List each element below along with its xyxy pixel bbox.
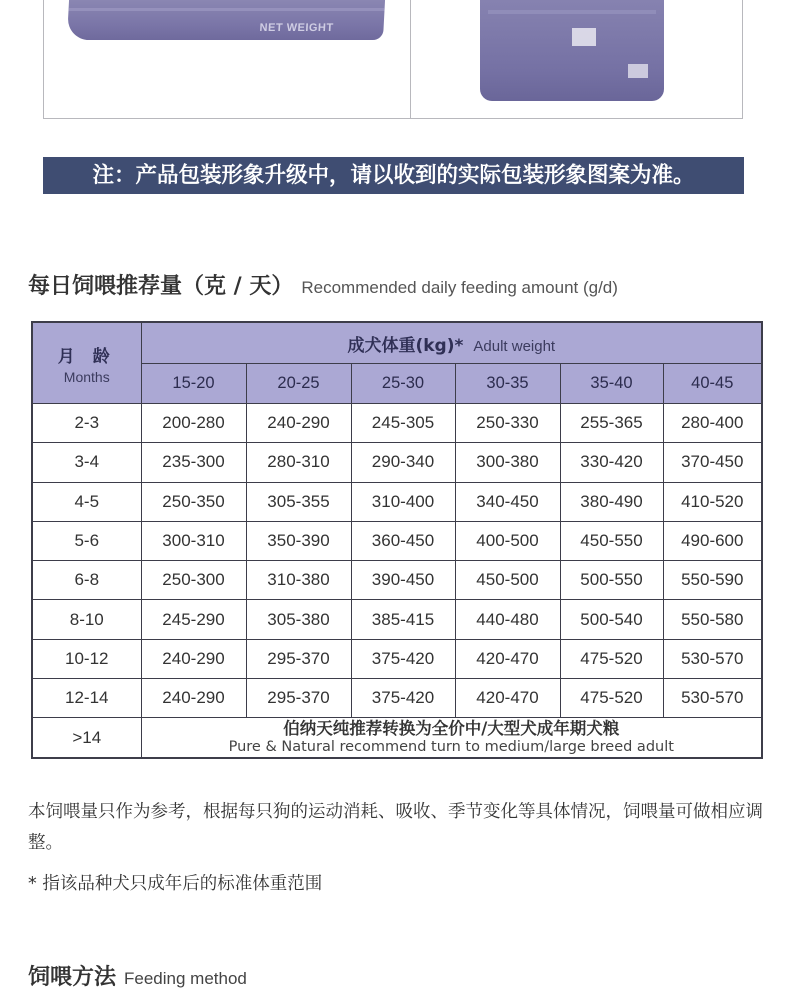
table-row — [32, 404, 762, 443]
table-row — [32, 443, 762, 482]
adult-note-zh: 伯纳天纯推荐转换为全价中/大型犬成年期犬粮 — [283, 718, 620, 738]
age-cell: 5-6 — [32, 521, 141, 560]
amount-cell: 500-540 — [560, 600, 663, 639]
product-bag-front-image — [67, 0, 385, 40]
age-cell: 6-8 — [32, 561, 141, 600]
amount-cell: 375-420 — [351, 639, 455, 678]
feeding-table — [31, 321, 763, 759]
weight-range-header: 30-35 — [455, 364, 560, 404]
image-divider — [410, 0, 411, 119]
amount-cell: 530-570 — [663, 639, 762, 678]
amount-cell: 550-590 — [663, 561, 762, 600]
amount-cell: 200-280 — [141, 404, 246, 443]
amount-cell: 295-370 — [246, 639, 351, 678]
weight-range-header: 25-30 — [351, 364, 455, 404]
adult-note-en: Pure & Natural recommend turn to medium/large breed adult — [228, 738, 674, 755]
amount-cell: 300-380 — [455, 443, 560, 482]
amount-cell: 330-420 — [560, 443, 663, 482]
bag-label — [572, 28, 596, 46]
weight-range-header: 40-45 — [663, 364, 762, 404]
amount-cell: 450-550 — [560, 521, 663, 560]
amount-cell: 475-520 — [560, 679, 663, 718]
amount-cell: 400-500 — [455, 521, 560, 560]
amount-cell: 340-450 — [455, 482, 560, 521]
amount-cell: 255-365 — [560, 404, 663, 443]
months-header-en: Months — [63, 368, 110, 385]
amount-cell: 300-310 — [141, 521, 246, 560]
weight-header-zh: 成犬体重(kg)* — [347, 335, 464, 356]
table-row — [32, 482, 762, 521]
table-row — [32, 561, 762, 600]
bag-barcode — [628, 64, 648, 78]
amount-cell: 305-380 — [246, 600, 351, 639]
amount-cell: 490-600 — [663, 521, 762, 560]
table-row — [32, 679, 762, 718]
bag-weight-text: NET WEIGHT — [259, 22, 334, 34]
amount-cell: 420-470 — [455, 679, 560, 718]
adult-weight-header — [141, 322, 762, 364]
amount-cell: 385-415 — [351, 600, 455, 639]
amount-cell: 290-340 — [351, 443, 455, 482]
age-cell: 8-10 — [32, 600, 141, 639]
amount-cell: 440-480 — [455, 600, 560, 639]
reference-note: 本饲喂量只作为参考，根据每只狗的运动消耗、吸收、季节变化等具体情况，饲喂量可做相应调整。 — [28, 802, 763, 853]
amount-cell: 410-520 — [663, 482, 762, 521]
table-row — [32, 639, 762, 678]
amount-cell: 240-290 — [141, 679, 246, 718]
amount-cell: 245-305 — [351, 404, 455, 443]
amount-cell: 550-580 — [663, 600, 762, 639]
amount-cell: 530-570 — [663, 679, 762, 718]
adult-transition-note — [141, 718, 762, 758]
feeding-method-zh: 饲喂方法 — [28, 965, 117, 990]
title-en: Recommended daily feeding amount (g/d) — [301, 278, 618, 297]
amount-cell: 305-355 — [246, 482, 351, 521]
table-row — [32, 600, 762, 639]
months-header — [32, 322, 141, 404]
packaging-note-banner: 注：产品包装形象升级中，请以收到的实际包装形象图案为准。 — [43, 157, 744, 194]
feeding-method-title — [28, 960, 247, 991]
amount-cell: 235-300 — [141, 443, 246, 482]
amount-cell: 380-490 — [560, 482, 663, 521]
amount-cell: 250-300 — [141, 561, 246, 600]
weight-header-en: Adult weight — [473, 337, 556, 355]
weight-range-row — [32, 364, 762, 404]
amount-cell: 450-500 — [455, 561, 560, 600]
weight-range-header: 15-20 — [141, 364, 246, 404]
amount-cell: 280-400 — [663, 404, 762, 443]
age-cell: 12-14 — [32, 679, 141, 718]
bag-band — [68, 8, 384, 11]
amount-cell: 360-450 — [351, 521, 455, 560]
amount-cell: 240-290 — [141, 639, 246, 678]
amount-cell: 475-520 — [560, 639, 663, 678]
age-cell: 10-12 — [32, 639, 141, 678]
amount-cell: 500-550 — [560, 561, 663, 600]
product-image-frame — [43, 0, 743, 119]
title-zh: 每日饲喂推荐量（克 / 天） — [28, 274, 294, 299]
amount-cell: 250-350 — [141, 482, 246, 521]
months-header-zh: 月 龄 — [57, 346, 116, 367]
product-bag-back-image — [480, 0, 664, 101]
feeding-amount-title — [28, 269, 618, 300]
amount-cell: 420-470 — [455, 639, 560, 678]
amount-cell: 295-370 — [246, 679, 351, 718]
table-body — [32, 404, 762, 758]
age-cell: 4-5 — [32, 482, 141, 521]
amount-cell: 310-380 — [246, 561, 351, 600]
table-row-adult — [32, 718, 762, 758]
table-row — [32, 521, 762, 560]
amount-cell: 350-390 — [246, 521, 351, 560]
weight-range-header: 35-40 — [560, 364, 663, 404]
amount-cell: 375-420 — [351, 679, 455, 718]
feeding-method-en: Feeding method — [124, 969, 247, 988]
amount-cell: 250-330 — [455, 404, 560, 443]
amount-cell: 245-290 — [141, 600, 246, 639]
age-cell: 2-3 — [32, 404, 141, 443]
amount-cell: 240-290 — [246, 404, 351, 443]
weight-footnote: * 指该品种犬只成年后的标准体重范围 — [28, 874, 323, 894]
amount-cell: 370-450 — [663, 443, 762, 482]
amount-cell: 280-310 — [246, 443, 351, 482]
age-cell: >14 — [32, 718, 141, 758]
bag-panel — [488, 10, 656, 14]
amount-cell: 310-400 — [351, 482, 455, 521]
amount-cell: 390-450 — [351, 561, 455, 600]
age-cell: 3-4 — [32, 443, 141, 482]
weight-range-header: 20-25 — [246, 364, 351, 404]
